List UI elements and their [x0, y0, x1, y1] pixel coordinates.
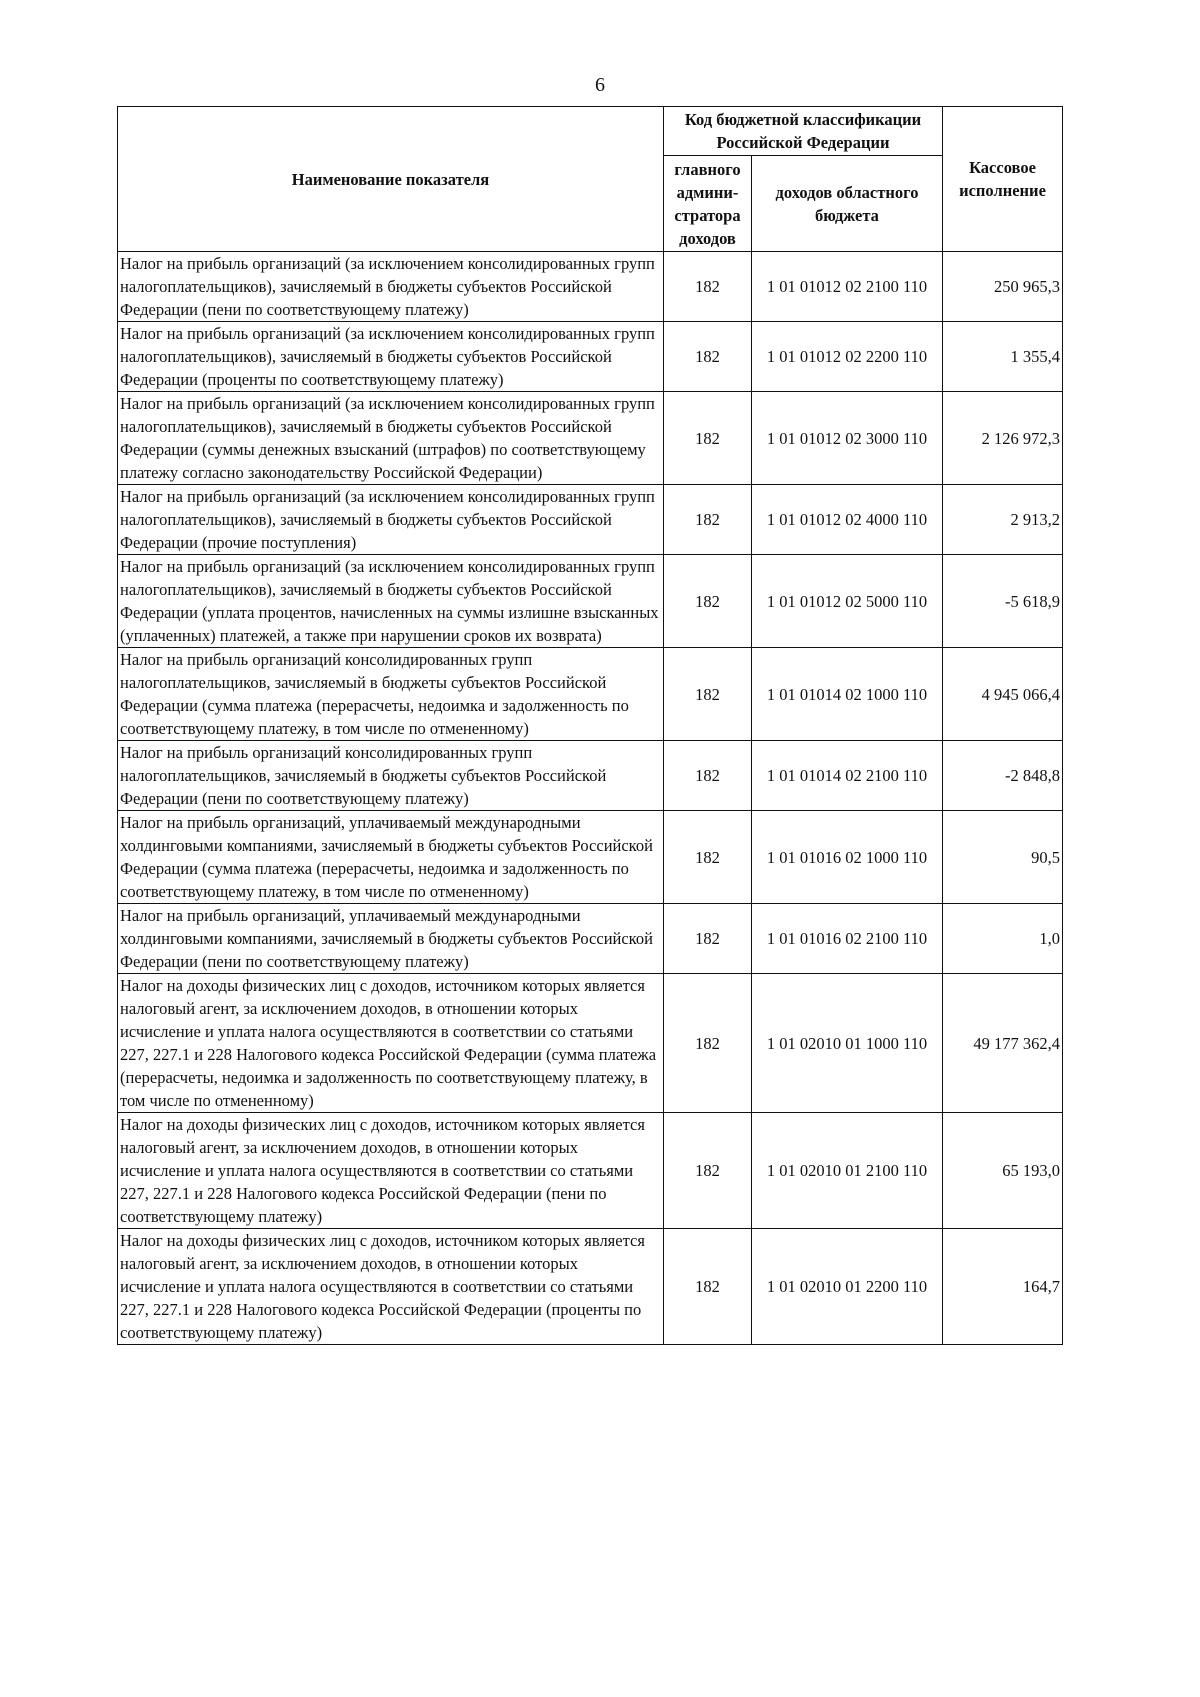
row-admin-code: 182: [664, 741, 752, 811]
header-cash-execution: Кассовое исполнение: [943, 107, 1063, 252]
header-indicator-name: Наименование показателя: [118, 107, 664, 252]
table-body: [118, 252, 1063, 1345]
budget-revenue-table: [117, 106, 1063, 1345]
table-row: [118, 741, 1063, 811]
row-budget-code: 1 01 02010 01 2200 110: [752, 1229, 943, 1345]
table-row: [118, 322, 1063, 392]
row-budget-code: 1 01 02010 01 2100 110: [752, 1113, 943, 1229]
row-cash-amount: 2 126 972,3: [943, 392, 1063, 485]
row-indicator-name: Налог на прибыль организаций (за исключением консолидированных групп налогоплательщиков), зачисляемый в бюджеты субъектов Российской Федерации (прочие поступления): [118, 485, 664, 555]
header-chief-administrator: главного админи-стратора доходов: [664, 156, 752, 252]
row-cash-amount: 1 355,4: [943, 322, 1063, 392]
row-budget-code: 1 01 01012 02 2100 110: [752, 252, 943, 322]
row-admin-code: 182: [664, 648, 752, 741]
row-admin-code: 182: [664, 904, 752, 974]
row-cash-amount: 90,5: [943, 811, 1063, 904]
row-admin-code: 182: [664, 555, 752, 648]
row-indicator-name: Налог на прибыль организаций, уплачиваемый международными холдинговыми компаниями, зачисляемый в бюджеты субъектов Российской Федерации (сумма платежа (перерасчеты, недоимка и задолженность по соответствующему платежу, в том числе по отмененному): [118, 811, 664, 904]
table-row: [118, 1113, 1063, 1229]
row-budget-code: 1 01 01012 02 2200 110: [752, 322, 943, 392]
table-row: [118, 811, 1063, 904]
row-budget-code: 1 01 01014 02 2100 110: [752, 741, 943, 811]
row-indicator-name: Налог на прибыль организаций консолидированных групп налогоплательщиков, зачисляемый в бюджеты субъектов Российской Федерации (пени по соответствующему платежу): [118, 741, 664, 811]
table-row: [118, 648, 1063, 741]
row-cash-amount: 2 913,2: [943, 485, 1063, 555]
row-indicator-name: Налог на доходы физических лиц с доходов, источником которых является налоговый агент, за исключением доходов, в отношении которых исчисление и уплата налога осуществляются в соответствии со статьями 227, 227.1 и 228 Налогового кодекса Российской Федерации (проценты по соответствующему платежу): [118, 1229, 664, 1345]
row-cash-amount: 1,0: [943, 904, 1063, 974]
row-admin-code: 182: [664, 322, 752, 392]
row-indicator-name: Налог на доходы физических лиц с доходов, источником которых является налоговый агент, за исключением доходов, в отношении которых исчисление и уплата налога осуществляются в соответствии со статьями 227, 227.1 и 228 Налогового кодекса Российской Федерации (пени по соответствующему платежу): [118, 1113, 664, 1229]
header-kbk-group: Код бюджетной классификации Российской Федерации: [664, 107, 943, 156]
table-row: [118, 904, 1063, 974]
row-cash-amount: -2 848,8: [943, 741, 1063, 811]
row-budget-code: 1 01 01012 02 4000 110: [752, 485, 943, 555]
row-indicator-name: Налог на прибыль организаций, уплачиваемый международными холдинговыми компаниями, зачисляемый в бюджеты субъектов Российской Федерации (пени по соответствующему платежу): [118, 904, 664, 974]
table-row: [118, 1229, 1063, 1345]
row-cash-amount: 65 193,0: [943, 1113, 1063, 1229]
row-cash-amount: 250 965,3: [943, 252, 1063, 322]
row-indicator-name: Налог на прибыль организаций (за исключением консолидированных групп налогоплательщиков), зачисляемый в бюджеты субъектов Российской Федерации (пени по соответствующему платежу): [118, 252, 664, 322]
row-indicator-name: Налог на доходы физических лиц с доходов, источником которых является налоговый агент, за исключением доходов, в отношении которых исчисление и уплата налога осуществляются в соответствии со статьями 227, 227.1 и 228 Налогового кодекса Российской Федерации (сумма платежа (перерасчеты, недоимка и задолженность по соответствующему платежу, в том числе по отмененному): [118, 974, 664, 1113]
row-admin-code: 182: [664, 974, 752, 1113]
row-cash-amount: -5 618,9: [943, 555, 1063, 648]
row-admin-code: 182: [664, 1229, 752, 1345]
page-number: 6: [595, 74, 605, 96]
row-budget-code: 1 01 01016 02 1000 110: [752, 811, 943, 904]
row-budget-code: 1 01 01012 02 3000 110: [752, 392, 943, 485]
row-budget-code: 1 01 01012 02 5000 110: [752, 555, 943, 648]
row-budget-code: 1 01 01014 02 1000 110: [752, 648, 943, 741]
row-cash-amount: 49 177 362,4: [943, 974, 1063, 1113]
row-cash-amount: 164,7: [943, 1229, 1063, 1345]
table-header: [118, 107, 1063, 252]
table-row: [118, 392, 1063, 485]
row-indicator-name: Налог на прибыль организаций (за исключением консолидированных групп налогоплательщиков), зачисляемый в бюджеты субъектов Российской Федерации (уплата процентов, начисленных на суммы излишне взысканных (уплаченных) платежей, а также при нарушении сроков их возврата): [118, 555, 664, 648]
row-budget-code: 1 01 02010 01 1000 110: [752, 974, 943, 1113]
row-admin-code: 182: [664, 485, 752, 555]
row-indicator-name: Налог на прибыль организаций консолидированных групп налогоплательщиков, зачисляемый в бюджеты субъектов Российской Федерации (сумма платежа (перерасчеты, недоимка и задолженность по соответствующему платежу, в том числе по отмененному): [118, 648, 664, 741]
row-admin-code: 182: [664, 1113, 752, 1229]
row-admin-code: 182: [664, 252, 752, 322]
table-row: [118, 252, 1063, 322]
row-indicator-name: Налог на прибыль организаций (за исключением консолидированных групп налогоплательщиков), зачисляемый в бюджеты субъектов Российской Федерации (проценты по соответствующему платежу): [118, 322, 664, 392]
table-row: [118, 974, 1063, 1113]
row-admin-code: 182: [664, 392, 752, 485]
table-row: [118, 485, 1063, 555]
row-indicator-name: Налог на прибыль организаций (за исключением консолидированных групп налогоплательщиков), зачисляемый в бюджеты субъектов Российской Федерации (суммы денежных взысканий (штрафов) по соответствующему платежу согласно законодательству Российской Федерации): [118, 392, 664, 485]
row-admin-code: 182: [664, 811, 752, 904]
table-row: [118, 555, 1063, 648]
row-cash-amount: 4 945 066,4: [943, 648, 1063, 741]
row-budget-code: 1 01 01016 02 2100 110: [752, 904, 943, 974]
header-regional-budget-code: доходов областного бюджета: [752, 156, 943, 252]
